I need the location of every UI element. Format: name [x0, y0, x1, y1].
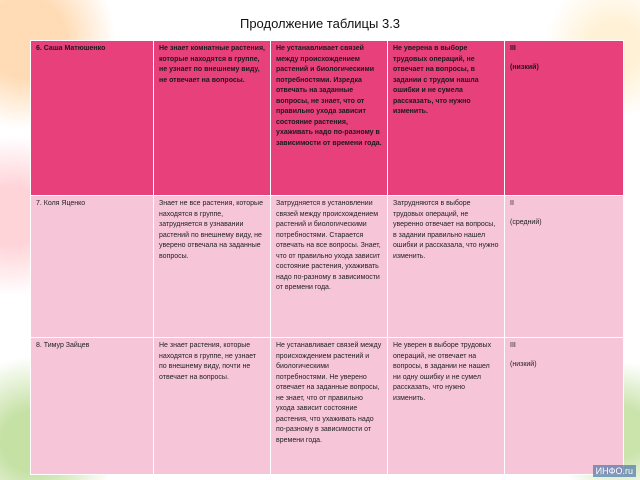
watermark-logo: ИНФО.ru	[593, 465, 636, 477]
cell-relations: Не устанавливает связей между происхождением растений и биологическими потребностями. Изредка отвечать на заданные вопросы, не знает, что от правильно ухода зависит состояние растения, ухаживать надо по-разному в зависимости от времени года.	[271, 41, 388, 196]
cell-labor-operations: Не уверен в выборе трудовых операций, не отвечает на вопросы, в задании не нашел ни одну ошибку и не сумел рассказать, что нужно изменить.	[388, 338, 505, 475]
assessment-table	[30, 40, 624, 475]
level-number: II	[510, 200, 514, 207]
table-row	[31, 338, 624, 475]
cell-plant-knowledge: Знает не все растения, которые находятся в группе, затрудняется в узнавании растений по внешнему виду, не уверено отвечала на заданные вопросы.	[154, 196, 271, 338]
level-word: (средний)	[510, 218, 542, 226]
level-word: (низкий)	[510, 360, 537, 368]
cell-relations: Не устанавливает связей между происхождением растений и биологическими потребностями. Не уверено отвечает на заданные вопросы, не знает, что от правильно ухода зависит состояние растения, что ухаживать надо по-разному в зависимости от времени года.	[271, 338, 388, 475]
cell-plant-knowledge: Не знает растения, которые находятся в группе, не узнает по внешнему виду, почти не отвечает на вопросы.	[154, 338, 271, 475]
child-name: 6. Саша Матюшенко	[31, 41, 154, 196]
child-name: 7. Коля Яценко	[31, 196, 154, 338]
child-name: 8. Тимур Зайцев	[31, 338, 154, 475]
cell-plant-knowledge: Не знает комнатные растения, которые находятся в группе, не узнает по внешнему виду, не отвечает на вопросы.	[154, 41, 271, 196]
level-word: (низкий)	[510, 63, 539, 71]
table-row	[31, 41, 624, 196]
cell-labor-operations: Не уверена в выборе трудовых операций, не отвечает на вопросы, в задании с трудом нашла ошибки и не сумела рассказать, что нужно изменить.	[388, 41, 505, 196]
level-number: III	[510, 342, 516, 349]
cell-labor-operations: Затрудняются в выборе трудовых операций, не уверенно отвечает на вопросы, в задании правильно нашел ошибки и рассказала, что нужно изменить.	[388, 196, 505, 338]
cell-level	[505, 196, 624, 338]
cell-level	[505, 338, 624, 475]
page-title: Продолжение таблицы 3.3	[239, 16, 401, 31]
table-row	[31, 196, 624, 338]
level-number: III	[510, 45, 516, 52]
cell-relations: Затрудняется в установлении связей между происхождением растений и биологическими потребностями. Старается отвечать на все вопросы. Знает, что от правильно ухода зависит состояние растения, ухаживать надо по-разному в зависимости от времени года.	[271, 196, 388, 338]
cell-level	[505, 41, 624, 196]
